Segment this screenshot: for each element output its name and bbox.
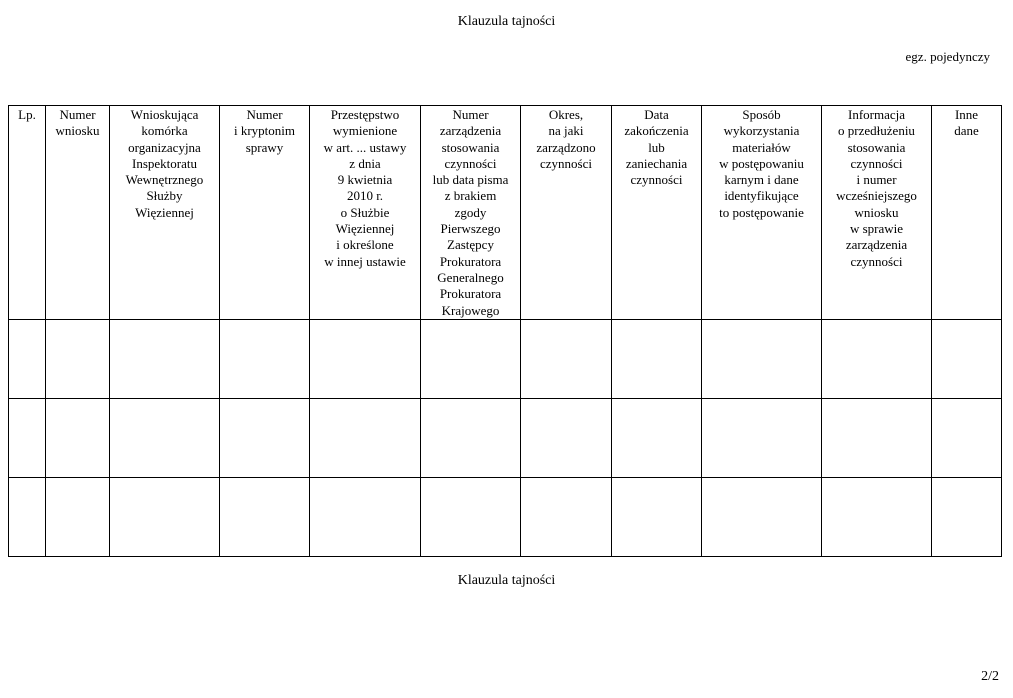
table-cell <box>9 478 46 557</box>
copy-note: egz. pojedynczy <box>905 49 990 64</box>
table-cell <box>110 478 220 557</box>
table-row <box>9 320 1002 399</box>
table-header-row <box>9 106 1002 320</box>
table-cell <box>110 320 220 399</box>
table-cell <box>46 320 110 399</box>
table-cell <box>932 478 1002 557</box>
table-cell <box>220 320 310 399</box>
column-header-case-number: Numer i kryptonim sprawy <box>220 106 310 320</box>
table-cell <box>932 399 1002 478</box>
table-cell <box>46 399 110 478</box>
table-cell <box>612 478 702 557</box>
classification-header: Klauzula tajności <box>457 14 556 29</box>
table-cell <box>220 399 310 478</box>
column-header-other-data: Inne dane <box>932 106 1002 320</box>
table-cell <box>702 478 822 557</box>
table-cell <box>9 399 46 478</box>
column-header-use-of-materials: Sposób wykorzystania materiałów w postępowaniu karnym i dane identyfikujące to postępowanie <box>702 106 822 320</box>
table-cell <box>822 399 932 478</box>
table-cell <box>110 399 220 478</box>
page-number: 2/2 <box>981 669 999 684</box>
table-cell <box>702 399 822 478</box>
table-cell <box>822 478 932 557</box>
table-cell <box>46 478 110 557</box>
table-cell <box>521 399 612 478</box>
column-header-offence: Przestępstwo wymienione w art. ... ustawy z dnia 9 kwietnia 2010 r. o Służbie Więziennej i określone w innej ustawie <box>310 106 421 320</box>
column-header-end-date: Data zakończenia lub zaniechania czynności <box>612 106 702 320</box>
column-header-requesting-unit: Wnioskująca komórka organizacyjna Inspektoratu Wewnętrznego Służby Więziennej <box>110 106 220 320</box>
table-cell <box>310 320 421 399</box>
table-cell <box>521 320 612 399</box>
table-cell <box>822 320 932 399</box>
column-header-request-number: Numer wniosku <box>46 106 110 320</box>
table-cell <box>421 478 521 557</box>
table-cell <box>612 320 702 399</box>
table-cell <box>702 320 822 399</box>
table-cell <box>421 399 521 478</box>
table-cell <box>310 478 421 557</box>
table-row <box>9 478 1002 557</box>
table-cell <box>310 399 421 478</box>
column-header-extension-info: Informacja o przedłużeniu stosowania czynności i numer wcześniejszego wniosku w sprawie zarządzenia czynności <box>822 106 932 320</box>
table-body <box>9 320 1002 557</box>
table-row <box>9 399 1002 478</box>
table-cell <box>9 320 46 399</box>
column-header-order-number: Numer zarządzenia stosowania czynności lub data pisma z brakiem zgody Pierwszego Zastępcy Prokuratora Generalnego Prokuratora Krajowego <box>421 106 521 320</box>
table-cell <box>612 399 702 478</box>
table-cell <box>421 320 521 399</box>
table-cell <box>932 320 1002 399</box>
classification-footer: Klauzula tajności <box>457 573 556 588</box>
column-header-period: Okres, na jaki zarządzono czynności <box>521 106 612 320</box>
column-header-lp: Lp. <box>9 106 46 320</box>
table-cell <box>220 478 310 557</box>
table-cell <box>521 478 612 557</box>
register-table <box>8 105 1002 557</box>
